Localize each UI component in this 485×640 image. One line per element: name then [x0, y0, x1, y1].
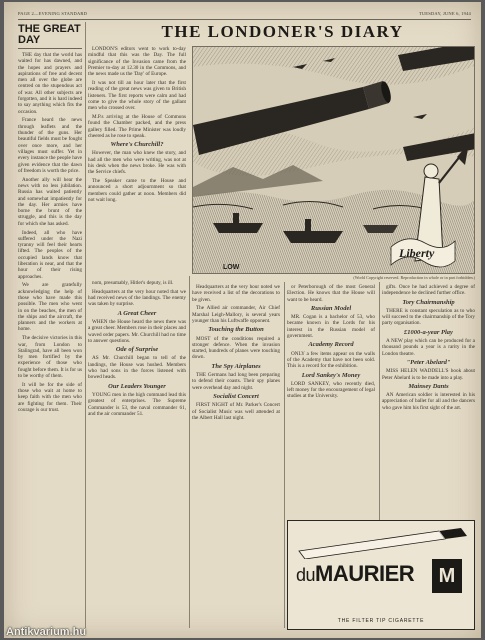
diary-subhead: Academy Record — [308, 341, 354, 349]
ad-tagline: THE FILTER TIP CIGARETTE — [337, 618, 425, 624]
low-cartoon — [192, 46, 475, 274]
cartoon-caption: (World Copyright reserved. Reproduction in whole or in part forbidden.) — [353, 275, 475, 280]
leader-paragraph: THE day that the world has waited for has dawned, and the hopes and prayers and aspirations of free and decent men all over the globe are centred on the stupendous act of war. All other subjects are forgotten, and it is hard indeed to say anything which fits the occasion. — [18, 52, 82, 115]
leader-column — [18, 24, 82, 416]
column-rule — [189, 276, 190, 628]
column-rule — [284, 282, 285, 628]
diary-paragraph: FIRST NIGHT of Mr. Parker's Concert of Socialist Music was well attended at the Albert Hall last night. — [192, 402, 280, 421]
ad-logo-icon: M — [432, 559, 462, 593]
diary-masthead: THE LONDONER'S DIARY — [161, 22, 404, 41]
diary-subhead: Ode of Surprise — [115, 346, 159, 354]
diary-subhead: Socialist Concert — [213, 392, 259, 400]
diary-paragraph: THE Germans had long been preparing to defend their coasts. Their spy planes were overhead day and night. — [192, 372, 280, 391]
folio-line — [18, 10, 471, 20]
diary-paragraph: Headquarters at the very hour noted that we had received news of the landings. The enemy was taken by surprise. — [88, 288, 186, 308]
ad-brand-name: MAURIER — [315, 561, 415, 586]
leader-paragraph: Another ally will hear the news with no less jubilation. Russia has waited patiently and somewhat impatiently for the day. Her armies have borne the brunt of the struggle, and this is the day for which she has asked. — [18, 176, 82, 227]
ad-brand — [296, 561, 414, 587]
diary-paragraph: MOST of the conditions required a stronger defence. When the invasion started, hundreds of planes were touching down. — [192, 335, 280, 361]
diary-column-5 — [382, 284, 475, 414]
diary-subhead: Touching the Button — [208, 326, 264, 334]
diary-paragraph: AN American soldier is interested in his appreciation of ballet for all and the dancers who gave him his first sight of the art. — [382, 392, 475, 411]
cartoon-illustration — [193, 47, 475, 274]
diary-column-4 — [287, 284, 375, 402]
cigarette-illustration — [289, 525, 475, 559]
diary-paragraph: ONLY a few items appear on the walls of the Academy that have not been sold. This is a record for the exhibition. — [287, 350, 375, 370]
diary-subhead: £1000-a-year Play — [404, 328, 453, 336]
diary-paragraph: gifts. Once he had achieved a degree of independence he declined further office. — [382, 284, 475, 297]
newspaper-page — [4, 2, 481, 638]
diary-paragraph: Headquarters at the very hour noted we have received a list of the decorations to be given. — [192, 284, 280, 303]
diary-paragraph: However, the man who knew the story, and had all the men who were writing, was not at his desk when the news broke. He was with the Service chiefs. — [88, 150, 186, 176]
diary-paragraph: LORD SANKEY, who recently died, left money for the encouragement of legal studies at the University. — [287, 380, 375, 400]
diary-column — [88, 46, 186, 206]
cartoon-signature: LOW — [223, 264, 240, 271]
cartoon-flag-text: Liberty — [399, 246, 435, 260]
diary-subhead: Our Leaders Younger — [108, 382, 166, 390]
leader-paragraph: It will be for the side of those who wait at home to keep faith with the men who are fighting for them. Their courage is our trust. — [18, 381, 82, 414]
diary-subhead: Lord Sankey's Money — [301, 371, 361, 379]
diary-paragraph: AS Mr. Churchill began to tell of the landings, the House was hushed. Members who had sons in the forces listened with bowed heads. — [88, 355, 186, 381]
ad-brand-prefix: du — [296, 565, 316, 585]
diary-paragraph: A NEW play which can be produced for a thousand pounds a year is a rarity in the London theatre. — [382, 338, 475, 357]
watermark: Antikvarium.hu — [6, 626, 87, 638]
leader-paragraph: The decisive victories in this war, from London to Stalingrad, have all been won by men fortified by the experience of those who fought before them. It is for us to be worthy of them. — [18, 335, 82, 380]
diary-paragraph: WHEN the House heard the news there was a great cheer. Members rose in their places and waved order papers. Mr. Churchill had no time to answer questions. — [88, 318, 186, 344]
diary-paragraph: LONDON'S editors went to work to-day mindful that this was the Day. The full significance of the Invasion came from the Premier to-day at 12.30 in the Commons, and the news made us the 'Day' of Europe. — [88, 46, 186, 78]
du-maurier-advertisement — [287, 520, 475, 630]
diary-column-lower — [88, 280, 186, 420]
diary-subhead: Mainsey Dants — [408, 382, 449, 390]
diary-paragraph: The Speaker came to the House and announced a short adjournment so that members could gather at noon. Members did not wait long. — [88, 178, 186, 204]
leader-title: THE GREAT DAY — [18, 24, 82, 49]
leader-paragraph: France heard the news through leaflets and the thunder of the guns. Her beautiful fields must be fought over once more, and her villages must suffer. Yet in every instance the people have given evidence that the dawn of freedom is worth the price. — [18, 117, 82, 174]
diary-paragraph: The Allied air commander, Air Chief Marshal Leigh-Mallory, is several years younger than his Luftwaffe opponent. — [192, 305, 280, 324]
diary-paragraph: It was not till an hour later that the first reading of the great news was given to British listeners. The first reports were calm and had come to give the whole story of the gallant men who crossed over. — [88, 79, 186, 112]
diary-column-3 — [192, 284, 280, 424]
diary-subhead: "Peter Abelard" — [406, 358, 451, 366]
folio-left: PAGE 2—EVENING STANDARD — [18, 11, 88, 16]
diary-subhead: Russian Model — [310, 304, 352, 312]
diary-paragraph: YOUNG men in the high command lead this greatest of enterprises. The Supreme Commander is 53, the naval commander 61, and the air commander 51. — [88, 391, 186, 417]
diary-subhead: Where's Churchill? — [110, 141, 164, 149]
diary-subhead: Tory Chairmanship — [402, 298, 455, 306]
leader-paragraph: We are gratefully acknowledging the help of those who have made this possible. The men who went in on the beaches, the men of the ships and the aircraft, the planners and the workers at home. — [18, 282, 82, 333]
diary-paragraph: M.P.s arriving at the House of Commons found the Chamber packed, and the press gallery filled. The Prime Minister was loudly cheered as he rose to speak. — [88, 113, 186, 139]
diary-paragraph: or Peterborough of the most General Election. He knows that the House will want to be heard. — [287, 284, 375, 303]
column-rule — [379, 282, 380, 520]
diary-paragraph: THERE is constant speculation as to who will succeed to the chairmanship of the Tory party organisation. — [382, 307, 475, 327]
diary-paragraph: MR. Cogan is a bachelor of 53, who became known in the Lords for his interest in the Russian model of government. — [287, 314, 375, 340]
column-rule — [85, 22, 86, 628]
diary-paragraph: nom, presumably, Hitler's deputy, is ill. — [92, 280, 174, 286]
diary-paragraph: MISS HELEN WADDELL'S book about Peter Abelard is to be made into a play. — [382, 368, 475, 381]
diary-subhead: The Spy Airplanes — [211, 362, 261, 370]
folio-right: TUESDAY, JUNE 6, 1944 — [418, 11, 471, 16]
diary-subhead: A Great Cheer — [117, 309, 157, 317]
leader-paragraph: Indeed, all who have suffered under the Nazi tyranny will feel their hearts lifted. The peoples of the occupied lands know that liberation is near, and that the hour of their rising approaches. — [18, 229, 82, 280]
